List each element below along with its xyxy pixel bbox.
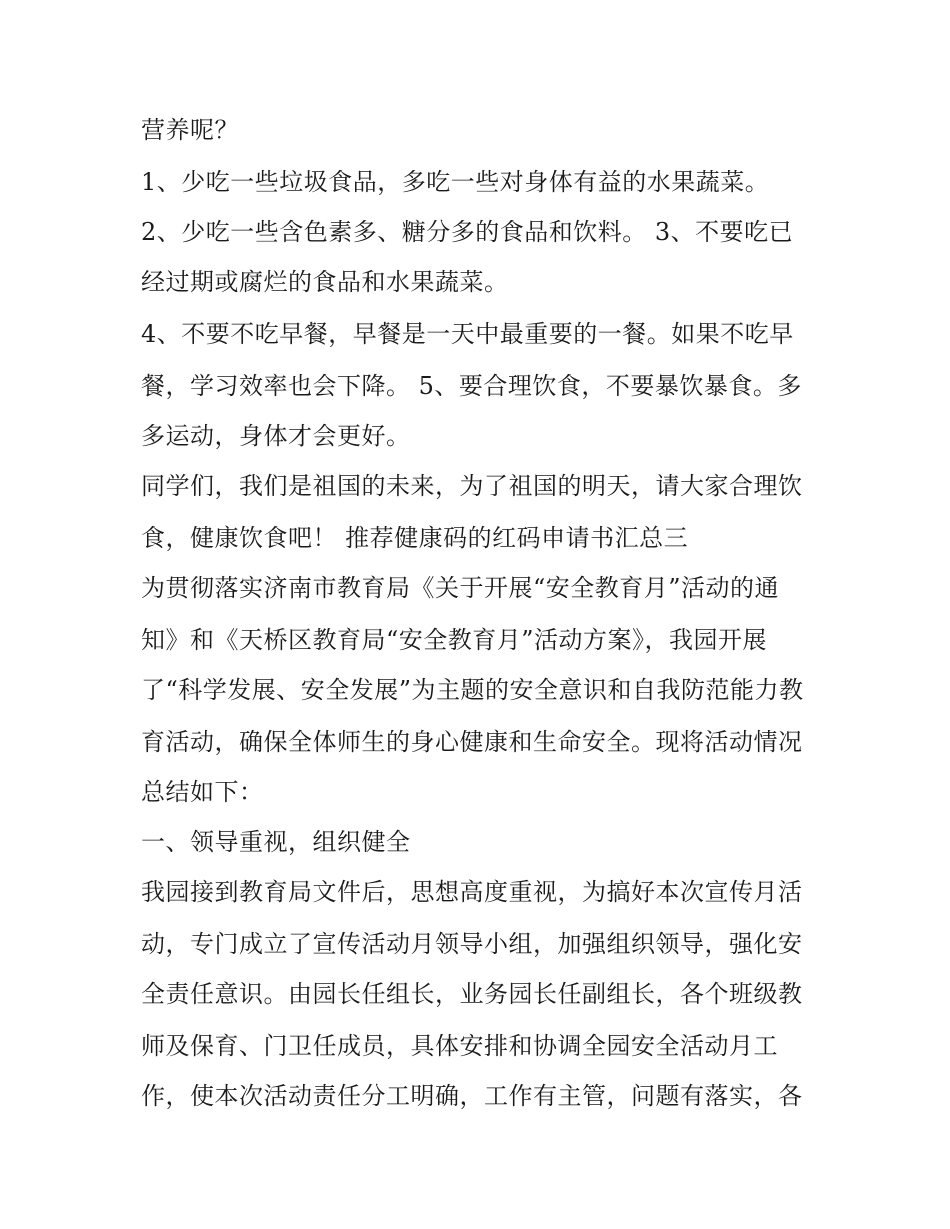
- text-line: 1、少吃一些垃圾食品，多吃一些对身体有益的水果蔬菜。: [141, 168, 770, 196]
- text-line: 食，健康饮食吧！ 推荐健康码的红码申请书汇总三: [141, 524, 689, 552]
- text-line: 餐，学习效率也会下降。 5、要合理饮食，不要暴饮暴食。多: [141, 372, 802, 400]
- text-line: 经过期或腐烂的食品和水果蔬菜。: [141, 268, 509, 296]
- text-line: 育活动，确保全体师生的身心健康和生命安全。现将活动情况: [141, 728, 803, 756]
- text-line: 师及保育、门卫任成员，具体安排和协调全园安全活动月工: [141, 1032, 778, 1060]
- text-line: 为贯彻落实济南市教育局《关于开展“安全教育月”活动的通: [141, 574, 780, 602]
- text-line: 多运动，身体才会更好。: [141, 422, 411, 450]
- text-line: 作，使本次活动责任分工明确，工作有主管，问题有落实，各: [141, 1082, 803, 1110]
- section-heading: 一、领导重视，组织健全: [141, 828, 411, 856]
- text-line: 4、不要不吃早餐，早餐是一天中最重要的一餐。如果不吃早: [141, 320, 794, 348]
- text-line: 全责任意识。由园长任组长，业务园长任副组长，各个班级教: [141, 980, 803, 1008]
- text-line: 总结如下：: [141, 778, 264, 806]
- text-line: 动，专门成立了宣传活动月领导小组，加强组织领导，强化安: [141, 930, 803, 958]
- text-line: 同学们，我们是祖国的未来，为了祖国的明天，请大家合理饮: [141, 472, 803, 500]
- text-line: 知》和《天桥区教育局“安全教育月”活动方案》，我园开展: [141, 626, 768, 654]
- text-line: 2、少吃一些含色素多、糖分多的食品和饮料。 3、不要吃已: [141, 218, 794, 246]
- text-line: 了“科学发展、安全发展”为主题的安全意识和自我防范能力教: [141, 676, 804, 704]
- text-line: 我园接到教育局文件后，思想高度重视，为搞好本次宣传月活: [141, 878, 803, 906]
- text-line: 营养呢？: [141, 116, 239, 144]
